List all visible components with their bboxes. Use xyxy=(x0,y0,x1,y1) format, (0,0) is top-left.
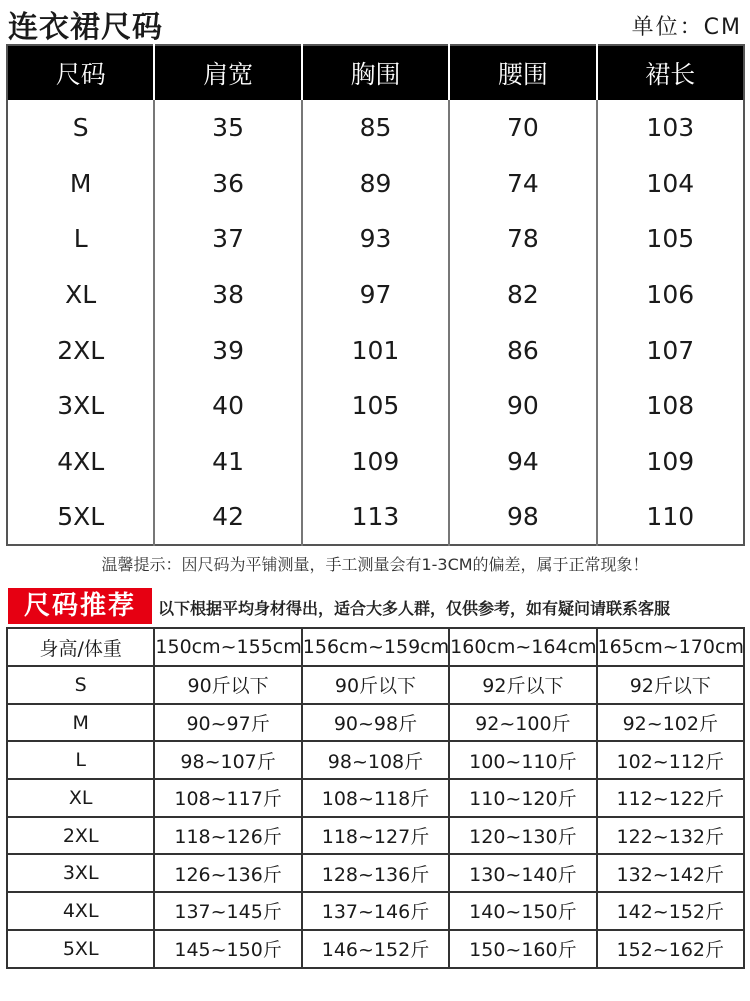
size-table-size-cell: 3XL xyxy=(57,391,105,421)
recommendation-banner xyxy=(8,588,750,624)
size-table-value-cell: 94 xyxy=(449,434,596,490)
size-table-value-cell: 105 xyxy=(597,211,744,267)
page-header xyxy=(0,0,750,44)
recommendation-table-row xyxy=(7,892,744,930)
size-table-column-header: 肩宽 xyxy=(154,45,301,100)
size-table-value-cell: 109 xyxy=(597,434,744,490)
recommendation-table-size-cell: S xyxy=(7,666,154,704)
size-table-value-cell: 89 xyxy=(302,156,449,212)
size-table-value-cell: 36 xyxy=(154,156,301,212)
recommendation-table-size-cell: M xyxy=(7,704,154,742)
size-table-value-cell: 35 xyxy=(154,100,301,156)
size-table-value-cell: 113 xyxy=(302,489,449,545)
size-table-value-cell: 78 xyxy=(449,211,596,267)
recommendation-table-value-cell: 112~122斤 xyxy=(597,779,744,817)
size-table-column-header: 腰围 xyxy=(449,45,596,100)
size-table-value-cell: 93 xyxy=(302,211,449,267)
size-table-size-cell: 5XL xyxy=(57,501,105,531)
unit-label: 单位：CM xyxy=(631,15,742,40)
recommendation-table xyxy=(6,627,745,969)
recommendation-table-column-header: 160cm~164cm xyxy=(449,628,596,666)
size-table-header xyxy=(7,45,744,100)
size-table-column-header: 尺码 xyxy=(7,45,154,100)
size-table-size-cell: S xyxy=(72,113,89,143)
recommendation-table-value-cell: 142~152斤 xyxy=(597,892,744,930)
size-table-value-cell: 104 xyxy=(597,156,744,212)
recommendation-table-value-cell: 137~145斤 xyxy=(154,892,301,930)
recommendation-table-row xyxy=(7,817,744,855)
recommendation-table-value-cell: 102~112斤 xyxy=(597,741,744,779)
recommendation-table-value-cell: 110~120斤 xyxy=(449,779,596,817)
recommendation-note: 以下根据平均身材得出，适合大多人群，仅供参考，如有疑问请联系客服 xyxy=(158,599,671,618)
size-table-value-cell: 37 xyxy=(154,211,301,267)
recommendation-table-value-cell: 130~140斤 xyxy=(449,854,596,892)
recommendation-table-value-cell: 140~150斤 xyxy=(449,892,596,930)
size-table xyxy=(6,44,745,546)
size-table-value-cell: 106 xyxy=(597,267,744,323)
recommendation-table-value-cell: 150~160斤 xyxy=(449,930,596,968)
size-table-value-cell: 103 xyxy=(597,100,744,156)
recommendation-table-value-cell: 92~100斤 xyxy=(449,704,596,742)
recommendation-table-row xyxy=(7,930,744,968)
recommendation-table-row xyxy=(7,741,744,779)
recommendation-table-value-cell: 145~150斤 xyxy=(154,930,301,968)
page-title: 连衣裙尺码 xyxy=(8,10,163,45)
measurement-tip: 温馨提示：因尺码为平铺测量，手工测量会有1-3CM的偏差，属于正常现象！ xyxy=(101,555,649,574)
size-table-value-cell: 82 xyxy=(449,267,596,323)
size-table-row xyxy=(7,156,744,212)
size-table-value-cell: 38 xyxy=(154,267,301,323)
size-table-value-cell: 108 xyxy=(597,378,744,434)
size-table-row xyxy=(7,267,744,323)
recommendation-table-value-cell: 120~130斤 xyxy=(449,817,596,855)
recommendation-table-value-cell: 126~136斤 xyxy=(154,854,301,892)
recommendation-table-value-cell: 90~97斤 xyxy=(154,704,301,742)
size-table-row xyxy=(7,434,744,490)
recommendation-table-column-header: 156cm~159cm xyxy=(302,628,449,666)
size-table-value-cell: 39 xyxy=(154,322,301,378)
size-table-size-cell: 2XL xyxy=(57,335,105,365)
size-table-value-cell: 101 xyxy=(302,322,449,378)
recommendation-table-value-cell: 90~98斤 xyxy=(302,704,449,742)
recommendation-table-size-cell: 3XL xyxy=(7,854,154,892)
size-table-size-cell: M xyxy=(69,168,92,198)
recommendation-table-value-cell: 122~132斤 xyxy=(597,817,744,855)
size-table-size-cell: L xyxy=(73,224,88,254)
recommendation-table-value-cell: 128~136斤 xyxy=(302,854,449,892)
recommendation-table-header-row xyxy=(7,628,744,666)
recommendation-table-value-cell: 100~110斤 xyxy=(449,741,596,779)
recommendation-table-size-cell: 2XL xyxy=(7,817,154,855)
recommendation-table-value-cell: 92斤以下 xyxy=(449,666,596,704)
recommendation-table-column-header: 身高/体重 xyxy=(7,628,154,666)
recommendation-table-row xyxy=(7,779,744,817)
recommendation-table-size-cell: 4XL xyxy=(7,892,154,930)
recommendation-table-value-cell: 90斤以下 xyxy=(154,666,301,704)
size-table-value-cell: 97 xyxy=(302,267,449,323)
recommendation-table-value-cell: 118~127斤 xyxy=(302,817,449,855)
size-table-row xyxy=(7,489,744,545)
recommendation-table-value-cell: 90斤以下 xyxy=(302,666,449,704)
recommendation-table-value-cell: 98~108斤 xyxy=(302,741,449,779)
recommendation-table-value-cell: 118~126斤 xyxy=(154,817,301,855)
size-table-value-cell: 90 xyxy=(449,378,596,434)
recommendation-badge: 尺码推荐 xyxy=(8,588,152,624)
recommendation-table-column-header: 150cm~155cm xyxy=(154,628,301,666)
size-table-row xyxy=(7,322,744,378)
recommendation-table-column-header: 165cm~170cm xyxy=(597,628,744,666)
recommendation-table-value-cell: 98~107斤 xyxy=(154,741,301,779)
size-table-value-cell: 74 xyxy=(449,156,596,212)
size-table-value-cell: 86 xyxy=(449,322,596,378)
size-table-value-cell: 85 xyxy=(302,100,449,156)
recommendation-table-value-cell: 132~142斤 xyxy=(597,854,744,892)
size-table-value-cell: 105 xyxy=(302,378,449,434)
recommendation-table-value-cell: 108~118斤 xyxy=(302,779,449,817)
recommendation-table-value-cell: 92斤以下 xyxy=(597,666,744,704)
size-table-row xyxy=(7,378,744,434)
recommendation-table-size-cell: L xyxy=(7,741,154,779)
size-table-value-cell: 98 xyxy=(449,489,596,545)
size-table-value-cell: 110 xyxy=(597,489,744,545)
recommendation-table-row xyxy=(7,666,744,704)
recommendation-table-value-cell: 108~117斤 xyxy=(154,779,301,817)
size-table-size-cell: 4XL xyxy=(57,446,105,476)
size-table-value-cell: 42 xyxy=(154,489,301,545)
size-table-value-cell: 107 xyxy=(597,322,744,378)
size-table-row xyxy=(7,100,744,156)
recommendation-table-body xyxy=(7,666,744,968)
size-table-value-cell: 41 xyxy=(154,434,301,490)
recommendation-table-row xyxy=(7,704,744,742)
size-table-column-header: 胸围 xyxy=(302,45,449,100)
recommendation-table-header xyxy=(7,628,744,666)
size-table-row xyxy=(7,211,744,267)
recommendation-table-value-cell: 92~102斤 xyxy=(597,704,744,742)
recommendation-table-size-cell: XL xyxy=(7,779,154,817)
recommendation-table-value-cell: 146~152斤 xyxy=(302,930,449,968)
size-table-value-cell: 70 xyxy=(449,100,596,156)
recommendation-table-value-cell: 137~146斤 xyxy=(302,892,449,930)
size-table-header-row xyxy=(7,45,744,100)
size-table-body xyxy=(7,100,744,545)
recommendation-table-row xyxy=(7,854,744,892)
recommendation-table-value-cell: 152~162斤 xyxy=(597,930,744,968)
size-table-value-cell: 40 xyxy=(154,378,301,434)
size-table-value-cell: 109 xyxy=(302,434,449,490)
size-table-column-header: 裙长 xyxy=(597,45,744,100)
size-table-size-cell: XL xyxy=(65,280,97,310)
recommendation-table-size-cell: 5XL xyxy=(7,930,154,968)
